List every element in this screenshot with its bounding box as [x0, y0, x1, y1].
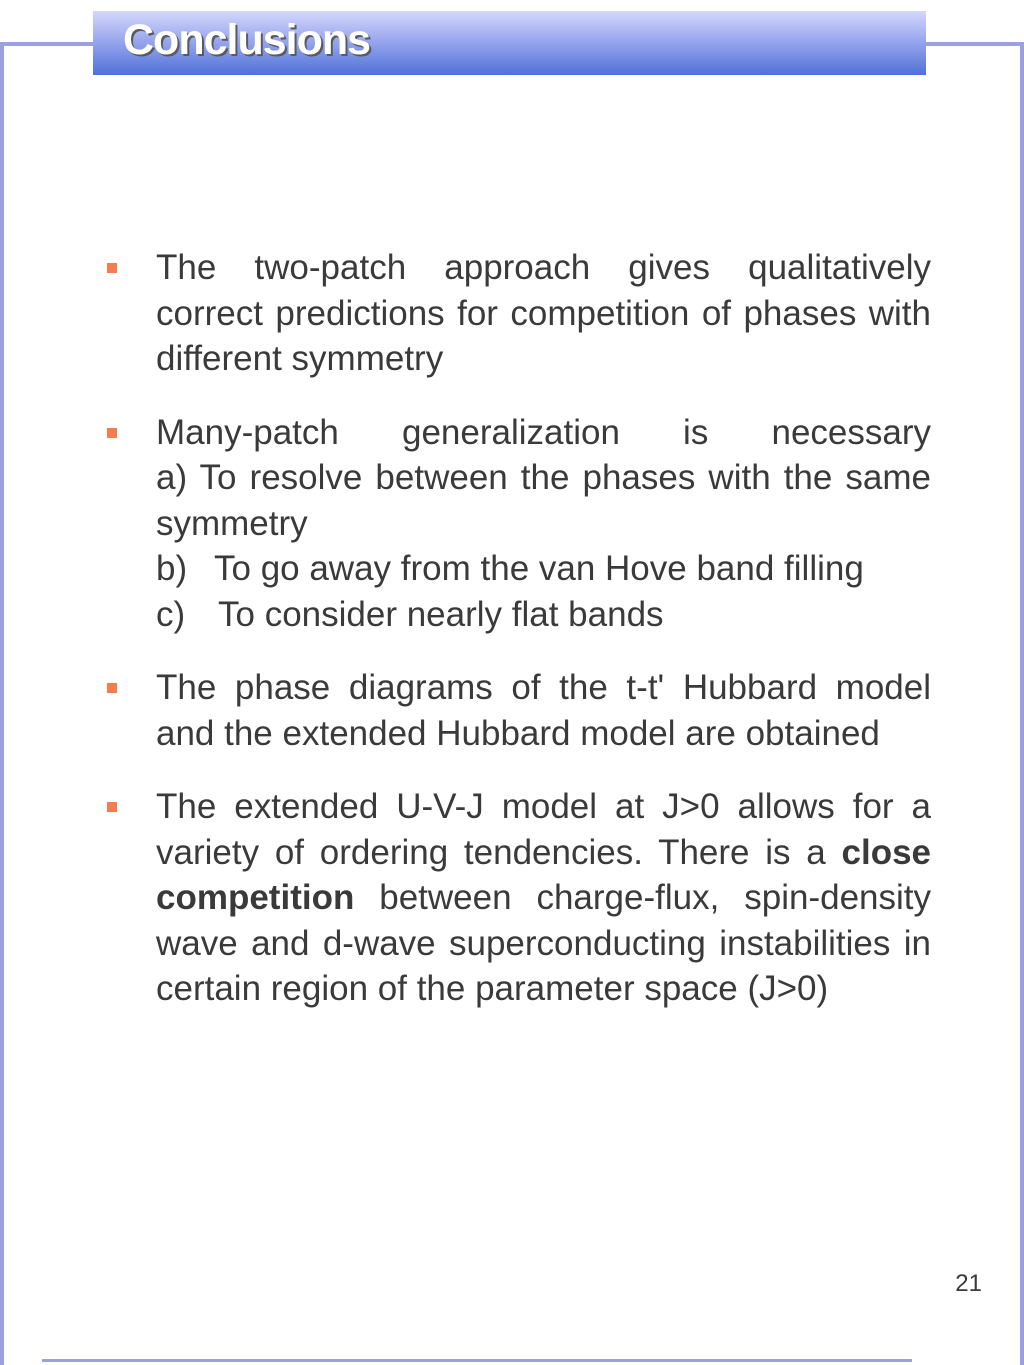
sub-item-b-text: To go away from the van Hove band filling [214, 549, 864, 588]
bullet-text [156, 784, 931, 1012]
slide-frame-top-left [0, 42, 95, 46]
sub-item-c [156, 592, 931, 638]
bullet-square-icon [107, 683, 117, 693]
slide-title: Conclusions [123, 16, 371, 64]
sub-item-b [156, 546, 931, 592]
sub-item-c-text: To consider nearly flat bands [218, 594, 664, 634]
bullet-square-icon [107, 263, 117, 273]
bullet-item-two-patch [0, 245, 1024, 382]
bullet-square-icon [107, 802, 117, 812]
bullet-heading: Many-patch generalization is necessary [156, 412, 931, 452]
bullet-emphasis: close competition [156, 832, 931, 917]
bullet-item-phase-diagrams [0, 665, 1024, 756]
bullet-text: The two-patch approach gives qualitatively correct predictions for competition of phases with different symmetry [156, 248, 931, 378]
bullet-item-many-patch [0, 410, 1024, 638]
bullet-text: The phase diagrams of the t-t' Hubbard model and the extended Hubbard model are obtained [156, 668, 931, 753]
bullet-text-before: The extended U-V-J model at J>0 allows for a variety of ordering tendencies. There is a [156, 787, 931, 872]
sub-item-c-letter: c) [156, 594, 186, 634]
bullet-text [156, 410, 931, 638]
bullet-text-after: between charge-flux, spin-density wave and d-wave superconducting instabilities in certain region of the parameter space (J>0) [156, 878, 931, 1008]
bullet-square-icon [107, 428, 117, 438]
sub-item-a: a) To resolve between the phases with the same symmetry [156, 458, 931, 543]
slide-frame-bottom [42, 1359, 912, 1362]
sub-item-b-letter: b) [156, 549, 188, 588]
slide-frame-top-right [925, 42, 1024, 46]
bullet-list [0, 245, 1024, 1040]
page-number: 21 [955, 1270, 982, 1297]
bullet-item-uvj-model [0, 784, 1024, 1012]
